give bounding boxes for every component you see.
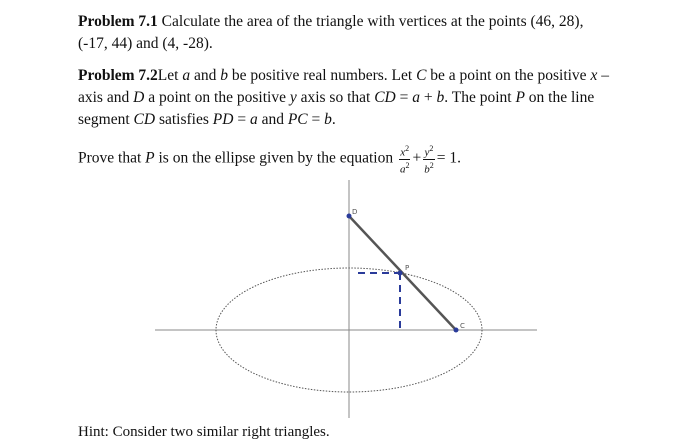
var-P: P bbox=[145, 149, 155, 167]
var-a: a bbox=[412, 89, 421, 106]
exponent: 2 bbox=[429, 160, 434, 170]
text: be positive real numbers. Let bbox=[227, 67, 417, 84]
exponent: 2 bbox=[405, 144, 410, 153]
text: axis so that bbox=[296, 89, 375, 106]
var-PC: PC bbox=[287, 111, 308, 128]
text: . bbox=[331, 111, 336, 128]
label-D: D bbox=[352, 208, 358, 216]
text: = bbox=[395, 89, 413, 106]
equation-rhs: = 1. bbox=[436, 149, 461, 167]
var-b: b bbox=[220, 67, 228, 84]
text: is on the ellipse given by the equation bbox=[154, 149, 397, 167]
var-D: D bbox=[133, 89, 145, 106]
plus-sign: + bbox=[412, 149, 422, 167]
text: Let bbox=[157, 67, 183, 84]
text: axis and bbox=[78, 89, 134, 106]
label-P: P bbox=[405, 264, 410, 272]
exponent: 2 bbox=[405, 160, 410, 170]
text: and bbox=[190, 67, 221, 84]
point-P bbox=[398, 271, 403, 276]
var-x: x bbox=[590, 67, 598, 84]
label-C: C bbox=[460, 322, 465, 330]
problem-7-1-heading: Problem 7.1 bbox=[78, 13, 158, 30]
text: = bbox=[307, 111, 325, 128]
frac-num: y bbox=[424, 146, 430, 159]
var-a: a bbox=[182, 67, 191, 84]
var-b: b bbox=[324, 111, 332, 128]
var-PD: PD bbox=[212, 111, 234, 128]
var-b: b bbox=[436, 89, 445, 106]
text: Prove that bbox=[78, 149, 146, 167]
text: = bbox=[233, 111, 250, 128]
point-D bbox=[347, 214, 352, 219]
text: on the line bbox=[524, 89, 595, 106]
frac-den: a bbox=[399, 163, 406, 176]
text: . The point bbox=[444, 89, 516, 106]
text: + bbox=[420, 89, 437, 106]
var-a: a bbox=[249, 111, 258, 128]
text: and bbox=[257, 111, 288, 128]
var-CD: CD bbox=[374, 89, 396, 106]
problem-7-1-text: Calculate the area of the triangle with vertices at the points (46, 28), bbox=[161, 13, 584, 30]
exponent: 2 bbox=[429, 144, 434, 153]
text: segment bbox=[78, 111, 134, 128]
point-C bbox=[454, 328, 459, 333]
frac-den: b bbox=[424, 163, 430, 176]
var-y: y bbox=[289, 89, 297, 106]
text: be a point on the positive bbox=[426, 67, 591, 84]
text: – bbox=[597, 67, 609, 84]
text: satisfies bbox=[155, 111, 213, 128]
var-P: P bbox=[515, 89, 525, 106]
problem-7-1-text-2: (-17, 44) and (4, -28). bbox=[78, 35, 213, 52]
text: a point on the positive bbox=[144, 89, 290, 106]
problem-7-2-heading: Problem 7.2 bbox=[78, 67, 158, 84]
frac-num: x bbox=[400, 146, 406, 159]
hint-text: Hint: Consider two similar right triangles. bbox=[78, 424, 330, 440]
var-C: C bbox=[416, 67, 427, 84]
var-CD: CD bbox=[133, 111, 156, 128]
